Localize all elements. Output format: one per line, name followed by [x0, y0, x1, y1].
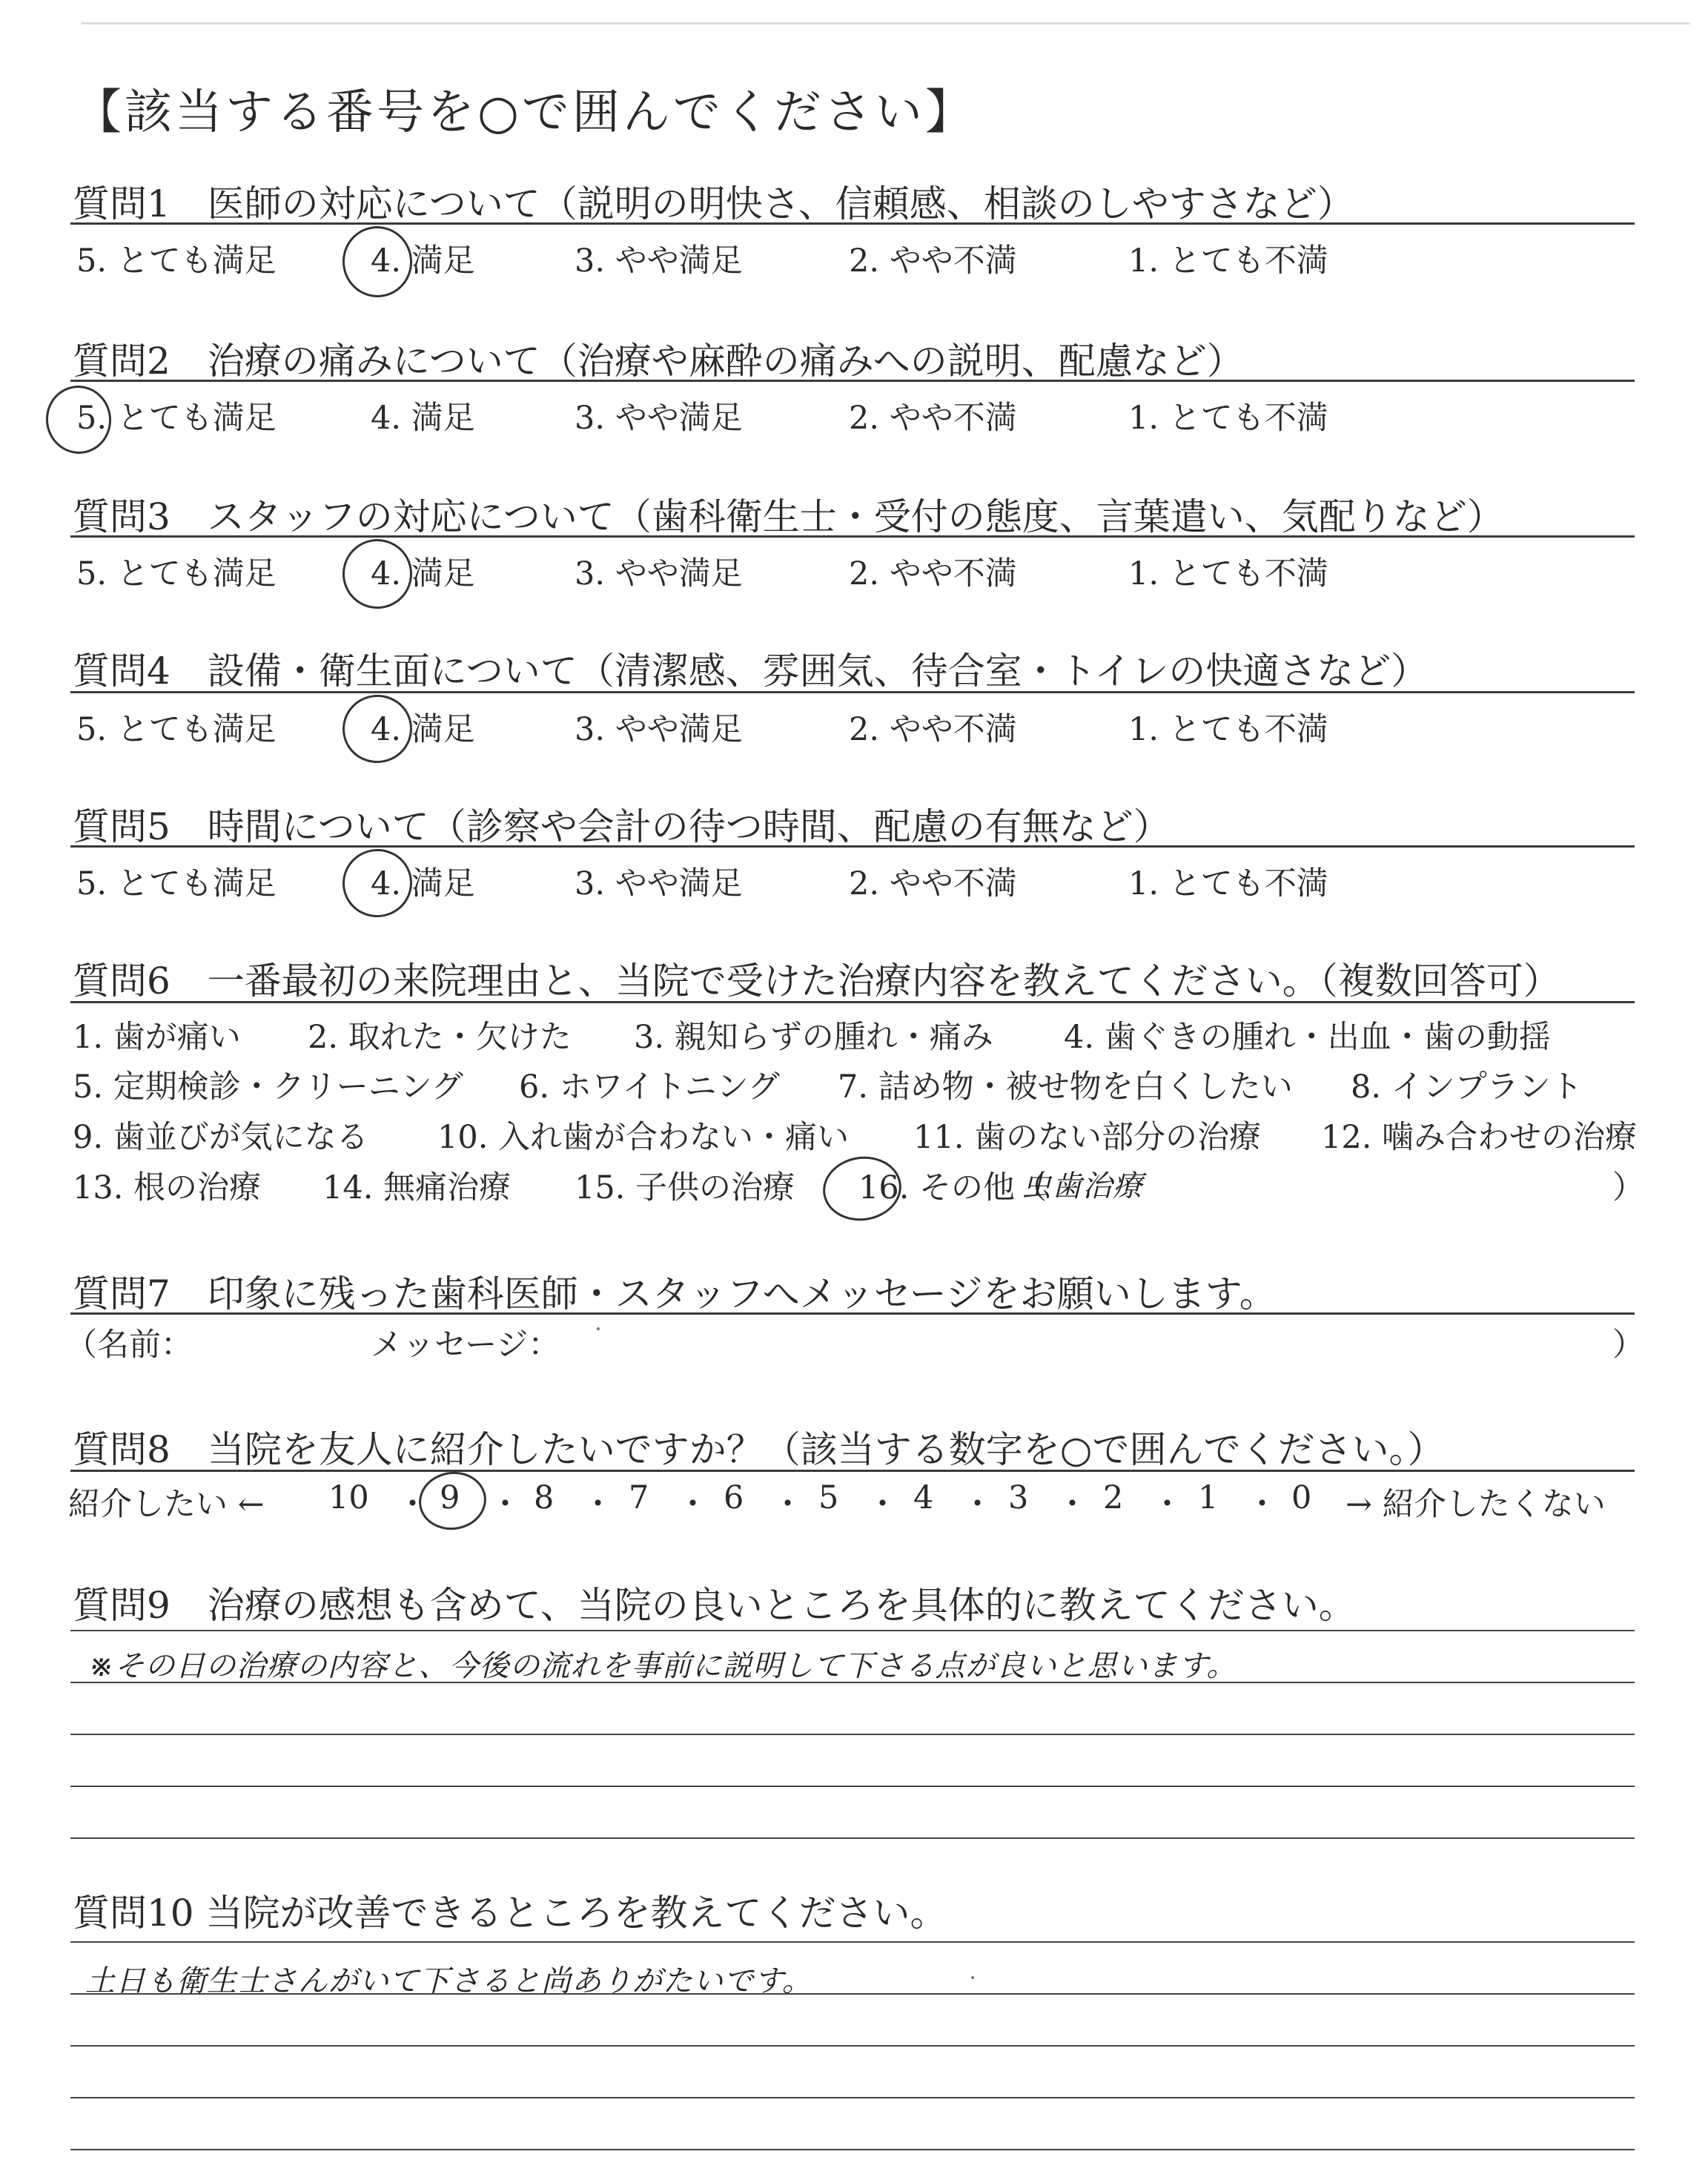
q8-score-2[interactable]: 2 [1103, 1479, 1124, 1516]
q8-separator: ・ [772, 1486, 804, 1523]
q4-option-5[interactable]: 5. とても満足 [76, 711, 277, 748]
q10-writing-line-2 [70, 1993, 1635, 1995]
question-9-label: 質問9 治療の感想も含めて、当院の良いところを具体的に教えてください。 [73, 1584, 1356, 1627]
q4-selection-circle [338, 690, 417, 767]
q9-writing-line-2 [70, 1682, 1635, 1683]
question-4-rule [70, 691, 1635, 693]
q8-separator: ・ [961, 1486, 993, 1523]
scan-speck [597, 1327, 600, 1330]
q2-option-1[interactable]: 1. とても不満 [1128, 400, 1328, 437]
q3-option-3[interactable]: 3. やや満足 [575, 555, 743, 592]
q8-separator: ・ [677, 1486, 709, 1523]
q6-close-paren: ） [1612, 1169, 1644, 1206]
scan-speck [971, 1976, 974, 1979]
q8-score-8[interactable]: 8 [534, 1479, 555, 1516]
q8-score-7[interactable]: 7 [629, 1479, 649, 1516]
q8-score-5[interactable]: 5 [818, 1479, 839, 1516]
q4-option-2[interactable]: 2. やや不満 [849, 711, 1017, 748]
q9-writing-line-1 [70, 1630, 1635, 1631]
q3-option-5[interactable]: 5. とても満足 [76, 555, 277, 592]
q4-option-4[interactable]: 4. 満足 [371, 711, 475, 748]
question-8-label: 質問8 当院を友人に紹介したいですか？（該当する数字を○で囲んでください。） [73, 1428, 1445, 1471]
q1-selection-circle [338, 222, 417, 302]
q8-separator: ・ [867, 1486, 898, 1523]
q8-separator: ・ [489, 1486, 521, 1523]
q5-option-1[interactable]: 1. とても不満 [1128, 865, 1328, 902]
q8-separator: ・ [1246, 1486, 1278, 1523]
q1-option-2[interactable]: 2. やや不満 [849, 242, 1017, 280]
question-6-rule [70, 1001, 1635, 1003]
q8-score-4[interactable]: 4 [913, 1479, 934, 1516]
question-1-label: 質問1 医師の対応について（説明の明快さ、信頼感、相談のしやすさなど） [73, 182, 1354, 225]
q10-writing-line-5 [70, 2149, 1635, 2150]
q6-option-11[interactable]: 11. 歯のない部分の治療 [913, 1119, 1262, 1156]
question-1-rule [70, 222, 1635, 225]
q9-writing-line-4 [70, 1786, 1635, 1787]
q1-option-5[interactable]: 5. とても満足 [76, 242, 277, 280]
q8-score-10[interactable]: 10 [328, 1479, 369, 1516]
q6-option-9[interactable]: 9. 歯並びが気になる [73, 1119, 368, 1156]
q8-right-label: → 紹介したくない [1345, 1486, 1606, 1523]
q9-writing-line-5 [70, 1837, 1635, 1839]
q4-option-1[interactable]: 1. とても不満 [1128, 711, 1328, 748]
q9-handwritten-answer: ※その日の治療の内容と、今後の流れを事前に説明して下さる点が良いと思います。 [89, 1649, 1237, 1683]
q1-option-3[interactable]: 3. やや満足 [575, 242, 743, 280]
q5-option-2[interactable]: 2. やや不満 [849, 865, 1017, 902]
question-6-label: 質問6 一番最初の来院理由と、当院で受けた治療内容を教えてください。（複数回答可） [73, 960, 1560, 1003]
q6-option-16[interactable]: 16. その他（ [858, 1169, 1047, 1206]
q7-name-label: （名前： [65, 1327, 193, 1364]
question-2-label: 質問2 治療の痛みについて（治療や麻酔の痛みへの説明、配慮など） [73, 340, 1244, 383]
q9-writing-line-3 [70, 1734, 1635, 1735]
q8-score-1[interactable]: 1 [1198, 1479, 1219, 1516]
q6-other-handwritten: 虫歯治療 [1022, 1169, 1143, 1203]
q1-option-1[interactable]: 1. とても不満 [1128, 242, 1328, 280]
question-7-label: 質問7 印象に残った歯科医師・スタッフへメッセージをお願いします。 [73, 1272, 1277, 1315]
q2-option-2[interactable]: 2. やや不満 [849, 400, 1017, 437]
q6-option-2[interactable]: 2. 取れた・欠けた [308, 1019, 572, 1056]
q8-score-9[interactable]: 9 [440, 1479, 460, 1516]
question-3-label: 質問3 スタッフの対応について（歯科衛生士・受付の態度、言葉遣い、気配りなど） [73, 495, 1504, 538]
q6-option-14[interactable]: 14. 無痛治療 [322, 1169, 512, 1206]
question-10-label: 質問10 当院が改善できるところを教えてください。 [73, 1892, 947, 1935]
question-5-label: 質問5 時間について（診察や会計の待つ時間、配慮の有無など） [73, 805, 1171, 848]
q2-option-5[interactable]: 5. とても満足 [76, 400, 277, 437]
q5-selection-circle [338, 845, 417, 922]
q6-option-7[interactable]: 7. 詰め物・被せ物を白くしたい [838, 1069, 1293, 1106]
q3-option-4[interactable]: 4. 満足 [371, 555, 475, 592]
q2-option-3[interactable]: 3. やや満足 [575, 400, 743, 437]
q6-option-6[interactable]: 6. ホワイトニング [519, 1069, 780, 1106]
q6-option-3[interactable]: 3. 親知らずの腫れ・痛み [634, 1019, 993, 1056]
q6-option-8[interactable]: 8. インプラント [1351, 1069, 1583, 1106]
q5-option-3[interactable]: 3. やや満足 [575, 865, 743, 902]
q3-selection-circle [338, 535, 417, 613]
q8-left-label: 紹介したい ← [68, 1486, 265, 1523]
q5-option-4[interactable]: 4. 満足 [371, 865, 475, 902]
q8-separator: ・ [1056, 1486, 1088, 1523]
q2-option-4[interactable]: 4. 満足 [371, 400, 475, 437]
q8-separator: ・ [1151, 1486, 1183, 1523]
q7-message-label: メッセージ： [371, 1327, 560, 1364]
page-title: 【該当する番号を○で囲んでください】 [74, 85, 976, 140]
q8-score-0[interactable]: 0 [1291, 1479, 1312, 1516]
question-3-rule [70, 535, 1635, 538]
q10-writing-line-1 [70, 1941, 1635, 1943]
q6-option-10[interactable]: 10. 入れ歯が合わない・痛い [437, 1119, 850, 1156]
q7-close-paren: ） [1612, 1327, 1644, 1364]
q6-option-1[interactable]: 1. 歯が痛い [73, 1019, 241, 1056]
q6-option-12[interactable]: 12. 噛み合わせの治療 [1321, 1119, 1638, 1156]
q10-writing-line-4 [70, 2097, 1635, 2098]
question-7-rule [70, 1312, 1635, 1315]
q8-separator: ・ [582, 1486, 614, 1523]
q8-score-6[interactable]: 6 [724, 1479, 744, 1516]
q6-option-5[interactable]: 5. 定期検診・クリーニング [73, 1069, 463, 1106]
q8-score-3[interactable]: 3 [1008, 1479, 1029, 1516]
question-2-rule [70, 380, 1635, 382]
q1-option-4[interactable]: 4. 満足 [371, 242, 475, 280]
q3-option-1[interactable]: 1. とても不満 [1128, 555, 1328, 592]
q10-handwritten-answer: 土日も衛生士さんがいて下さると尚ありがたいです。 [85, 1964, 812, 1998]
question-4-label: 質問4 設備・衛生面について（清潔感、雰囲気、待合室・トイレの快適さなど） [73, 650, 1429, 693]
top-edge-line [82, 22, 1690, 24]
q6-option-15[interactable]: 15. 子供の治療 [575, 1169, 795, 1206]
q8-separator: ・ [397, 1486, 428, 1523]
q10-writing-line-3 [70, 2045, 1635, 2047]
q6-option-4[interactable]: 4. 歯ぐきの腫れ・出血・歯の動揺 [1064, 1019, 1551, 1056]
q3-option-2[interactable]: 2. やや不満 [849, 555, 1017, 592]
q6-option-13[interactable]: 13. 根の治療 [73, 1169, 262, 1206]
question-8-rule [70, 1470, 1635, 1472]
q4-option-3[interactable]: 3. やや満足 [575, 711, 743, 748]
q5-option-5[interactable]: 5. とても満足 [76, 865, 277, 902]
question-5-rule [70, 845, 1635, 848]
